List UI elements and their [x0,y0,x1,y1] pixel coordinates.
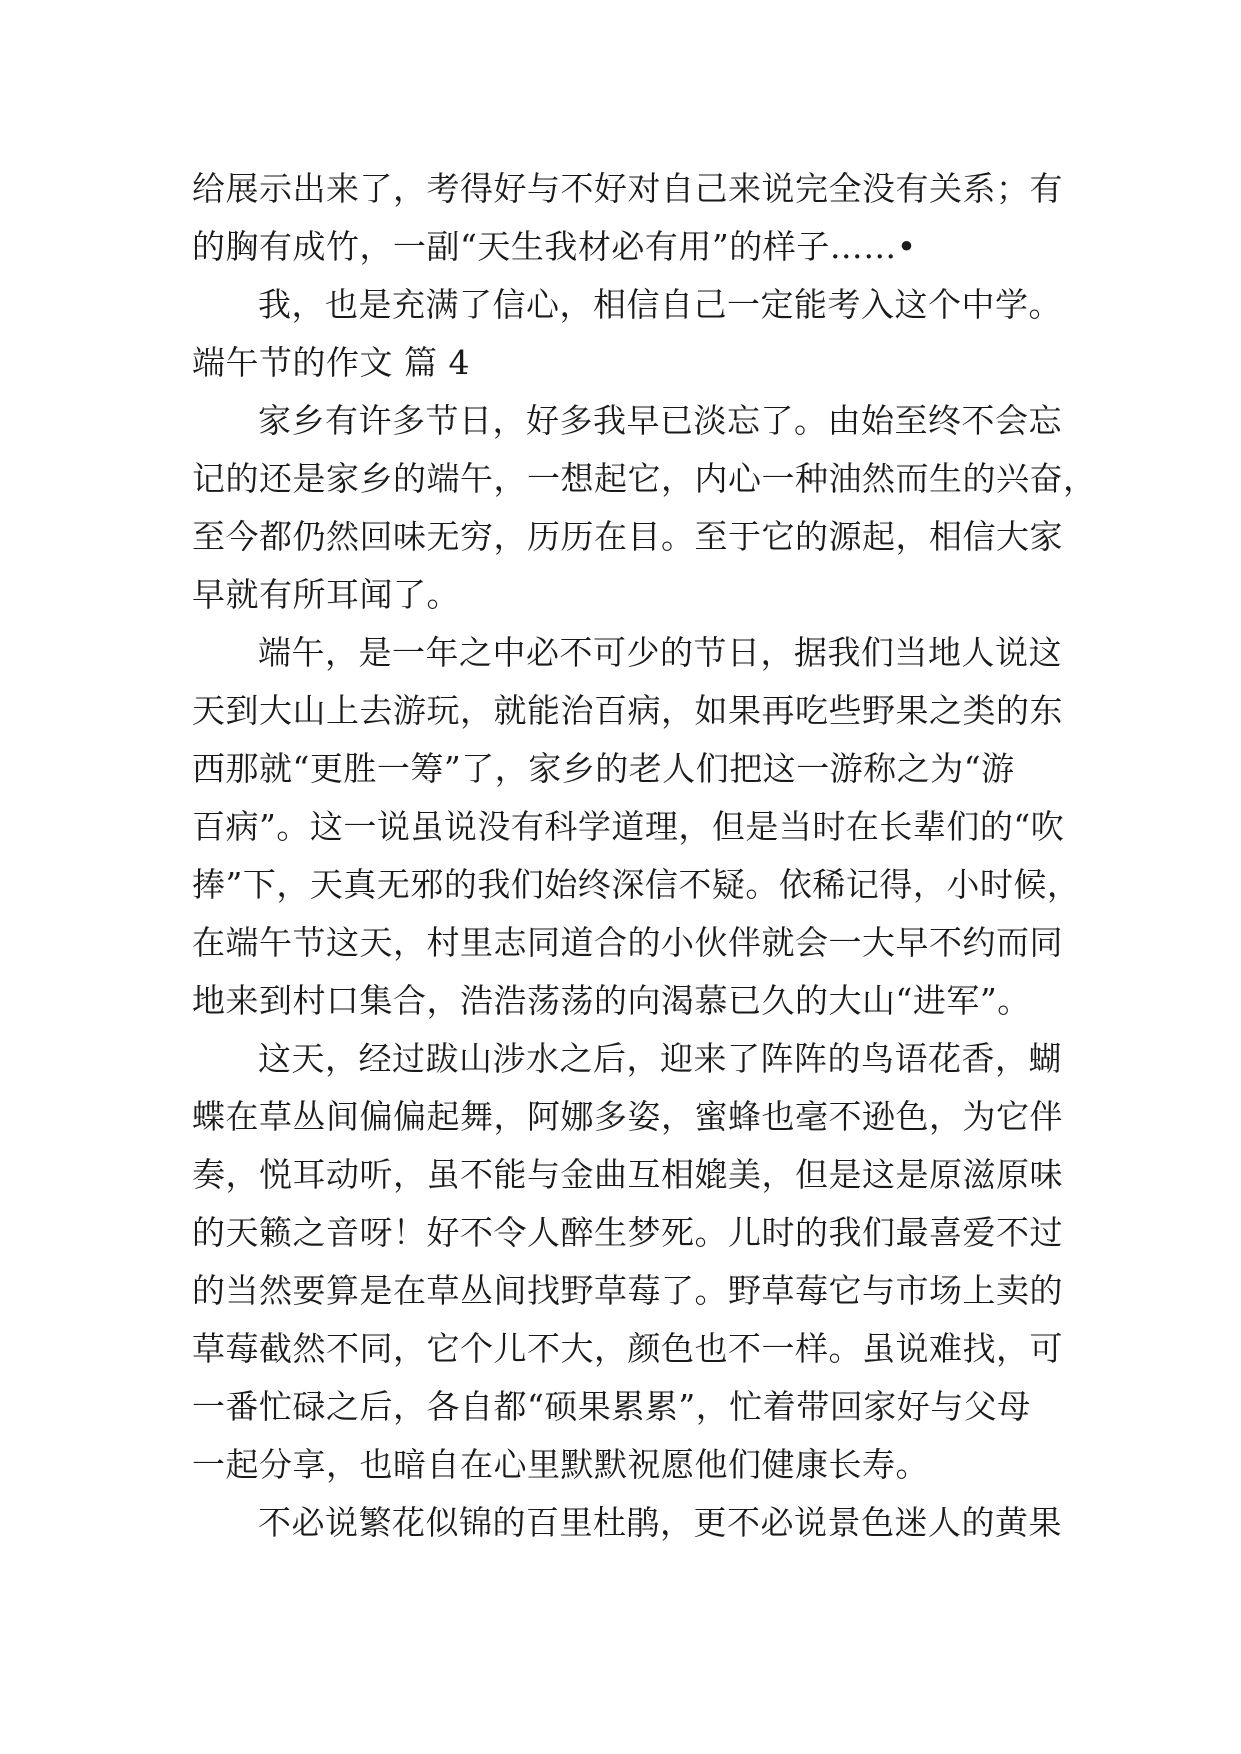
text-line: 记的还是家乡的端午，一想起它，内心一种油然而生的兴奋， [192,459,1097,498]
text-line: 地来到村口集合，浩浩荡荡的向渴慕已久的大山“进军”。 [192,981,1031,1020]
text-line: 我，也是充满了信心，相信自己一定能考入这个中学。 [258,285,1062,324]
text-line: 奏，悦耳动听，虽不能与金曲互相媲美，但是这是原滋原味 [192,1155,1063,1194]
text-line: 端午，是一年之中必不可少的节日，据我们当地人说这 [258,633,1062,672]
text-line: 至今都仍然回味无穷，历历在目。至于它的源起，相信大家 [192,517,1063,556]
text-line: 的胸有成竹，一副“天生我材必有用”的样子……• [192,227,917,266]
text-line: 给展示出来了，考得好与不好对自己来说完全没有关系；有 [192,169,1063,208]
text-line: 蝶在草丛间偏偏起舞，阿娜多姿，蜜蜂也毫不逊色，为它伴 [192,1097,1063,1136]
text-line: 西那就“更胜一筹”了，家乡的老人们把这一游称之为“游 [192,749,1015,788]
text-line: 一起分享，也暗自在心里默默祝愿他们健康长寿。 [192,1445,929,1484]
text-line: 天到大山上去游玩，就能治百病，如果再吃些野果之类的东 [192,691,1063,730]
text-line: 家乡有许多节日，好多我早已淡忘了。由始至终不会忘 [258,401,1062,440]
document-body [192,160,1097,1552]
text-line: 捧”下，天真无邪的我们始终深信不疑。依稀记得，小时候， [192,865,1081,904]
text-line: 早就有所耳闻了。 [192,575,460,614]
section-heading: 端午节的作文 篇 4 [192,343,470,382]
text-line: 的天籁之音呀！好不令人醉生梦死。儿时的我们最喜爱不过 [192,1213,1063,1252]
text-line: 的当然要算是在草丛间找野草莓了。野草莓它与市场上卖的 [192,1271,1063,1310]
text-line: 在端午节这天，村里志同道合的小伙伴就会一大早不约而同 [192,923,1063,962]
text-line: 不必说繁花似锦的百里杜鹃，更不必说景色迷人的黄果 [258,1503,1062,1542]
text-line: 一番忙碌之后，各自都“硕果累累”，忙着带回家好与父母 [192,1387,1031,1426]
text-line: 这天，经过跋山涉水之后，迎来了阵阵的鸟语花香，蝴 [258,1039,1062,1078]
text-line: 草莓截然不同，它个儿不大，颜色也不一样。虽说难找，可 [192,1329,1063,1368]
text-line: 百病”。这一说虽说没有科学道理，但是当时在长辈们的“吹 [192,807,1065,846]
